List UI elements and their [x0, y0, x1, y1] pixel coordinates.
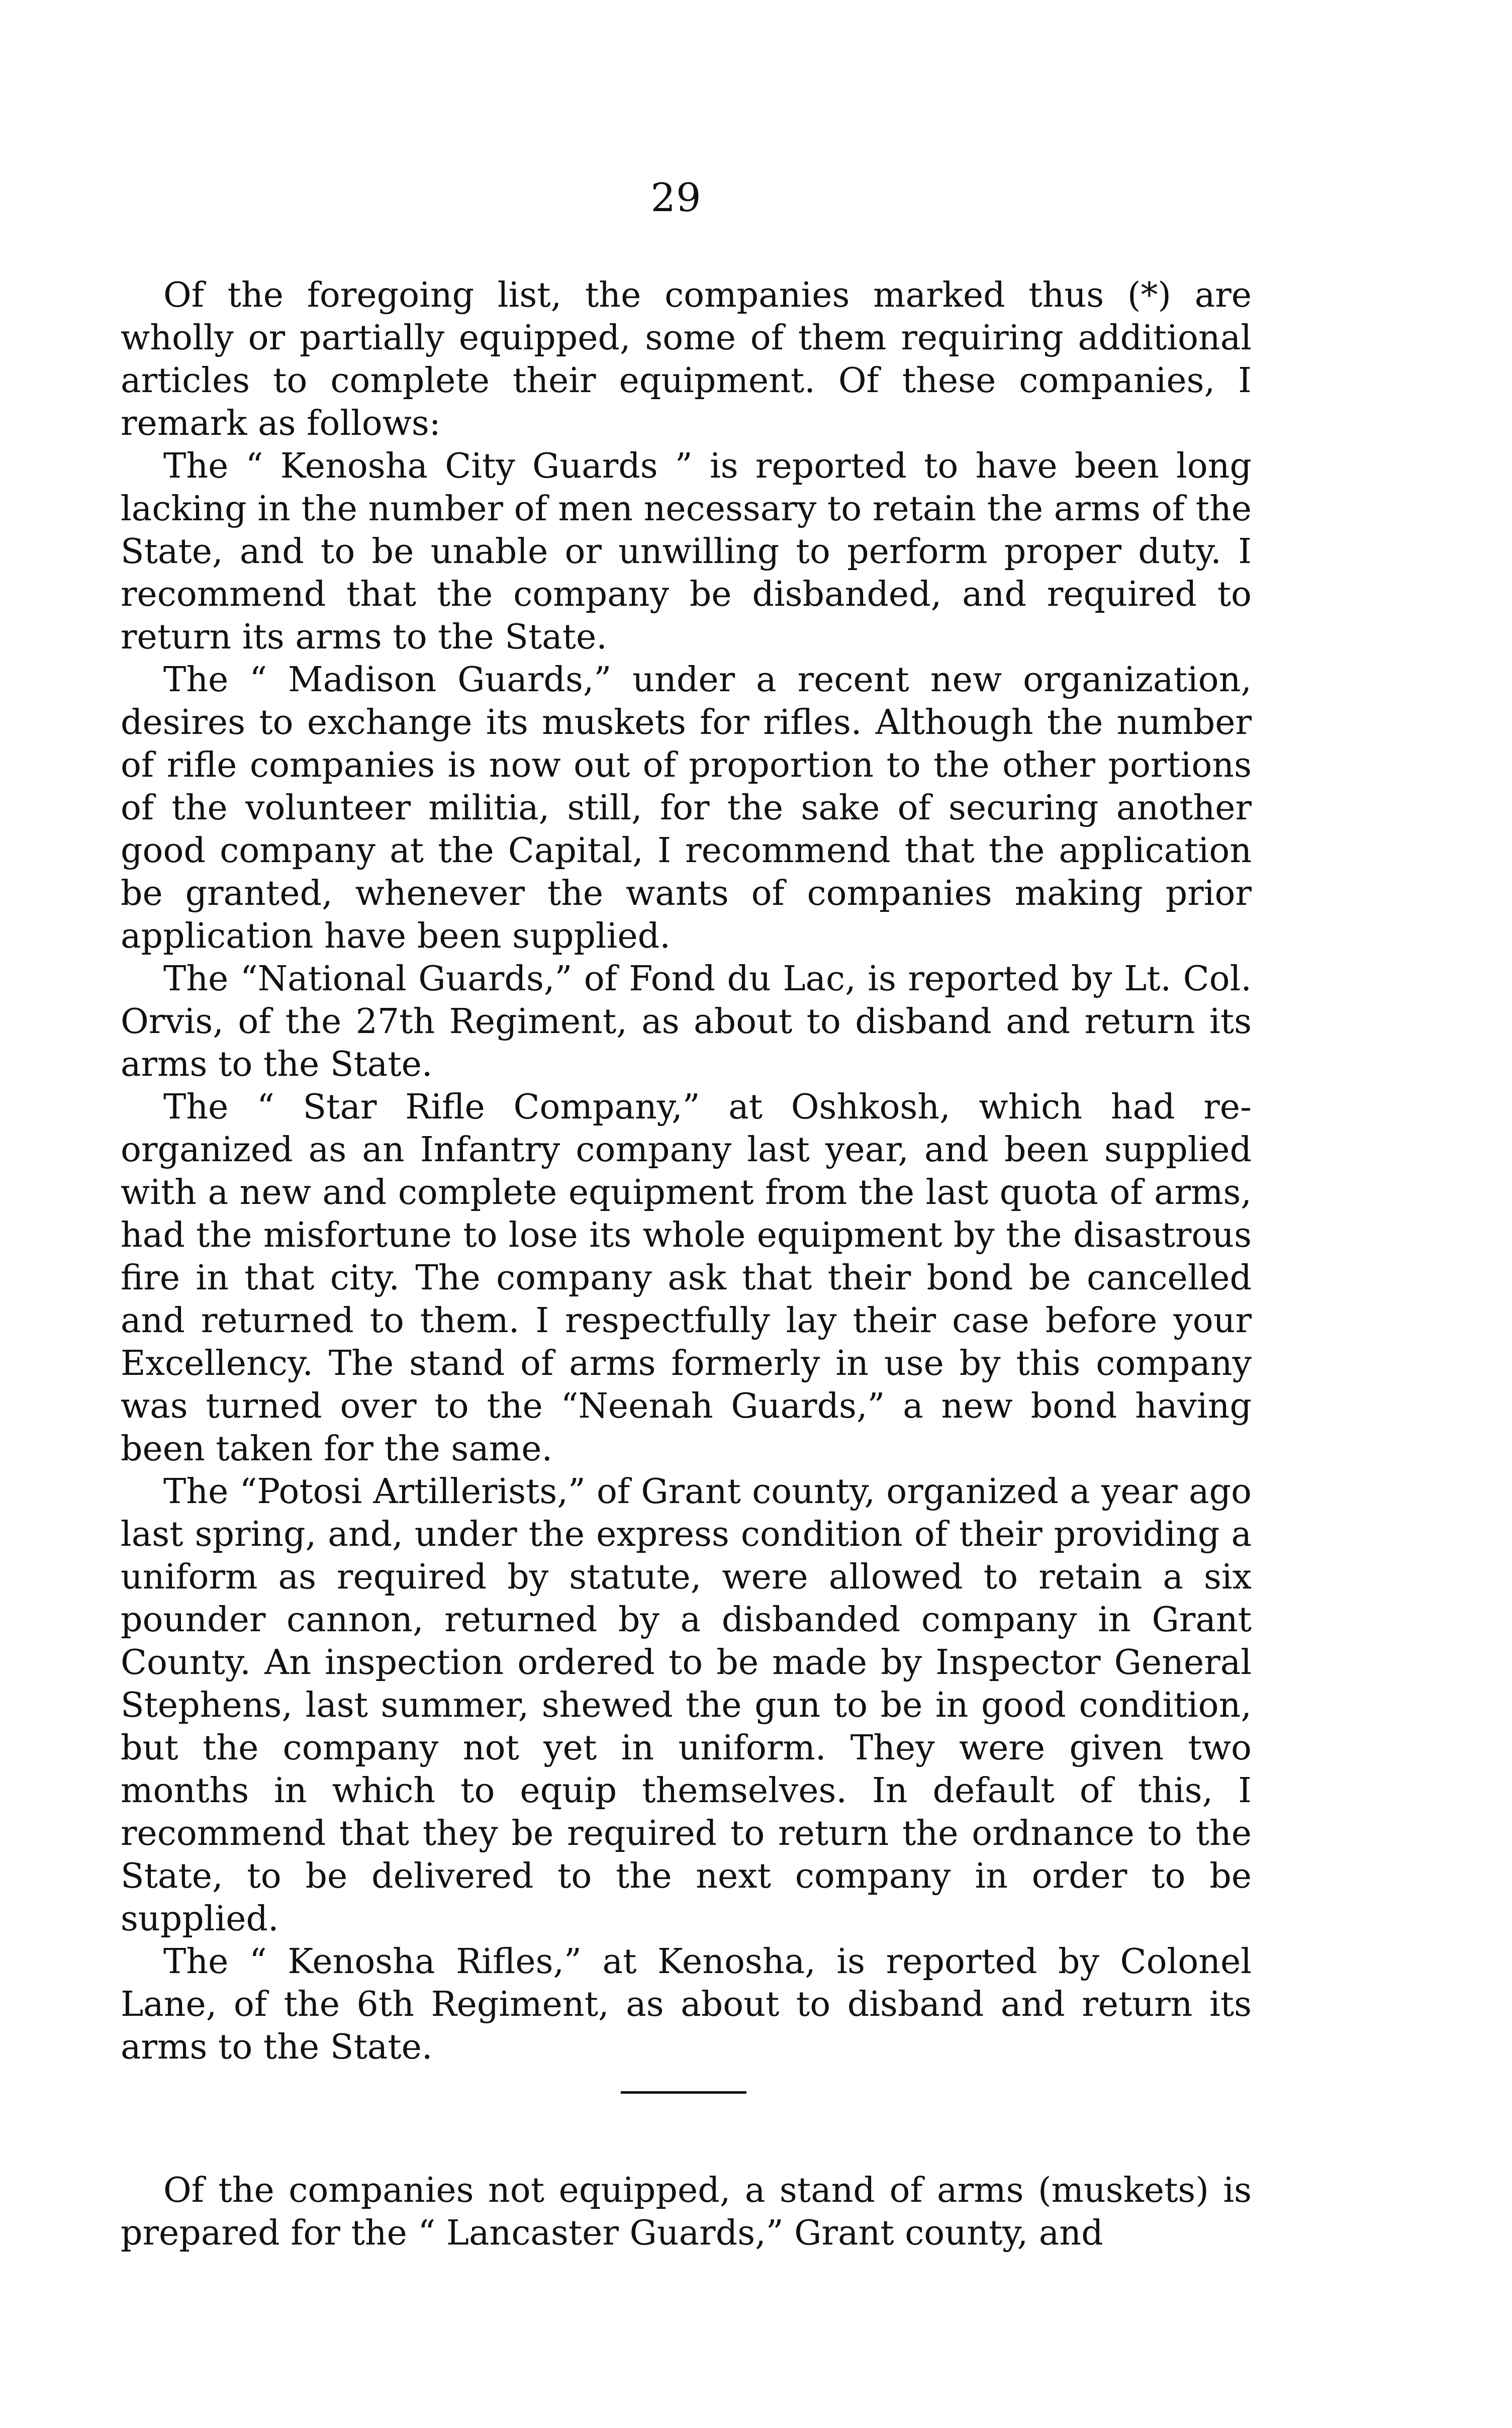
paragraph-kenosha-rifles: The “ Kenosha Rifles,” at Kenosha, is reported by Colonel Lane, of the 6th Regiment, as about to disband and return its arms to the State. — [121, 1942, 1252, 2067]
section-divider — [621, 2091, 746, 2094]
paragraph-madison-guards: The “ Madison Guards,” under a recent new organization, desires to exchange its muskets for rifles. Although the number of rifle companies is now out of proportion to the other portions of the volunteer militia, still, for the sake of securing another good company at the Capital, I recommend that the application be granted, whenever the wants of companies making prior application have been supplied. — [121, 660, 1252, 956]
paragraph-national-guards: The “National Guards,” of Fond du Lac, is reported by Lt. Col. Orvis, of the 27th Regiment, as about to disband and return its arms to the State. — [121, 959, 1252, 1084]
closing-text — [121, 2169, 1252, 2255]
paragraph-intro: Of the foregoing list, the companies marked thus (*) are wholly or partially equipped, some of them requiring additional articles to complete their equipment. Of these companies, I remark as follows: — [121, 275, 1252, 443]
page-number: 29 — [650, 175, 702, 221]
paragraph-star-rifle-company: The “ Star Rifle Company,” at Oshkosh, which had re-organized as an Infantry company last year, and been supplied with a new and complete equipment from the last quota of arms, had the misfortune to lose its whole equipment by the disastrous fire in that city. The company ask that their bond be cancelled and returned to them. I respectfully lay their case before your Excellency. The stand of arms formerly in use by this company was turned over to the “Neenah Guards,” a new bond having been taken for the same. — [121, 1087, 1252, 1469]
paragraph-kenosha-city-guards: The “ Kenosha City Guards ” is reported to have been long lacking in the number of men necessary to retain the arms of the State, and to be unable or unwilling to perform proper duty. I recommend that the company be disbanded, and required to return its arms to the State. — [121, 446, 1252, 657]
paragraph-potosi-artillerists: The “Potosi Artillerists,” of Grant county, organized a year ago last spring, and, under the express condition of their providing a uniform as required by statute, were allowed to retain a six pounder cannon, returned by a disbanded company in Grant County. An inspection ordered to be made by Inspector General Stephens, last summer, shewed the gun to be in good condition, but the company not yet in uniform. They were given two months in which to equip themselves. In default of this, I recommend that they be required to return the ordnance to the State, to be delivered to the next company in order to be supplied. — [121, 1472, 1252, 1939]
main-text — [121, 274, 1252, 2069]
paragraph-companies-not-equipped: Of the companies not equipped, a stand of arms (muskets) is prepared for the “ Lancaster Guards,” Grant county, and — [121, 2171, 1252, 2253]
